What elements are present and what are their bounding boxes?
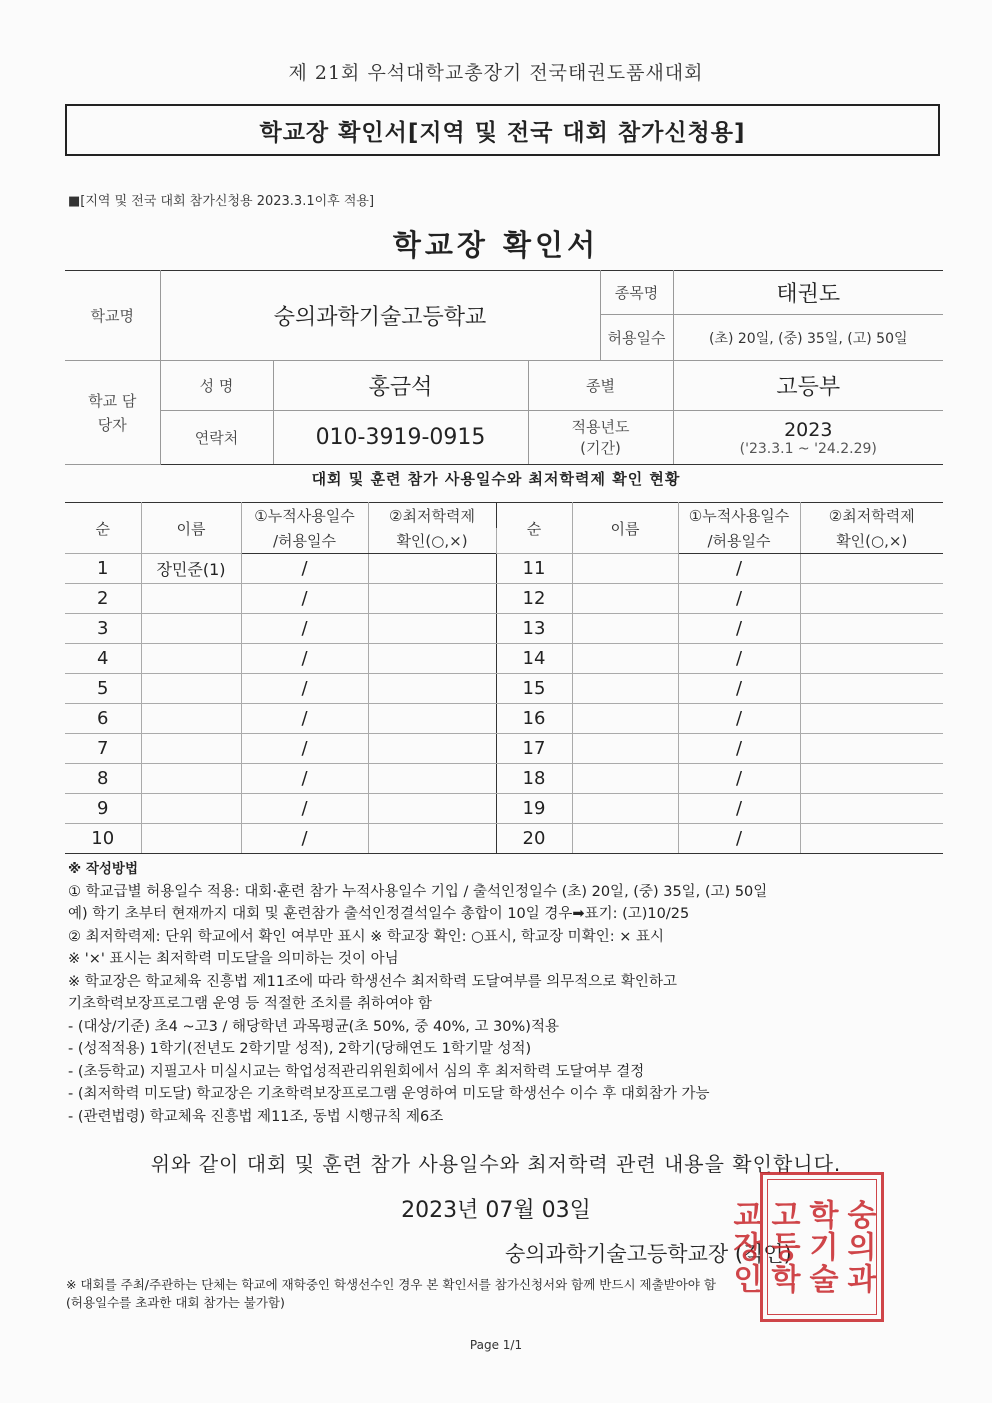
row-days-2: / [678,704,800,734]
table-row [65,794,943,824]
school-label: 학교명 [65,271,160,361]
division-value: 고등부 [673,361,943,411]
event-title: 제 21회 우석대학교총장기 전국태권도품새대회 [288,62,704,84]
table-row [65,764,943,794]
table-row [65,614,943,644]
row-number-2: 13 [496,614,572,644]
note-line: ※ 작성방법 [68,861,138,877]
row-number: 4 [65,644,141,674]
row-number-2: 20 [496,824,572,854]
row-days-2: / [678,584,800,614]
row-days-2: / [678,764,800,794]
row-days: / [241,794,368,824]
row-name [141,764,241,794]
col-no-2: 순 [496,503,572,554]
row-number-2: 19 [496,794,572,824]
col-days-2: ①누적사용일수 [678,503,800,529]
allowed-label: 허용일수 [600,315,673,361]
col-days-sub: /허용일수 [241,528,368,554]
row-name-2 [572,734,678,764]
row-number: 5 [65,674,141,704]
row-days: / [241,824,368,854]
col-days: ①누적사용일수 [241,503,368,529]
row-check-2 [800,764,943,794]
note-line: - (초등학교) 지필고사 미실시교는 학업성적관리위원회에서 심의 후 최저학력 도달여부 결정 [68,1063,645,1080]
row-name [141,704,241,734]
row-days: / [241,734,368,764]
col-days-sub-2: /허용일수 [678,528,800,554]
manager-label: 학교 담당자 [65,361,160,465]
row-days-2: / [678,824,800,854]
row-days: / [241,764,368,794]
row-name-2 [572,704,678,734]
allowed-value: (초) 20일, (중) 35일, (고) 50일 [673,315,943,361]
note-line: - (관련법령) 학교체육 진흥법 제11조, 동법 시행규칙 제6조 [68,1108,444,1125]
row-number-2: 12 [496,584,572,614]
row-days: / [241,554,368,584]
page-number: Page 1/1 [469,1338,523,1352]
row-check [368,614,496,644]
col-check-sub: 확인(○,×) [368,528,496,554]
row-check [368,794,496,824]
row-name-2 [572,764,678,794]
footer-line-2: (허용일수를 초과한 대회 참가는 불가함) [66,1295,285,1310]
school-name: 숭의과학기술고등학교 [160,271,600,361]
note-line: ※ '×' 표시는 최저학력 미도달을 의미하는 것이 아님 [68,951,399,967]
issue-date: 2023년 07월 03일 [401,1198,591,1223]
row-days: / [241,644,368,674]
row-days: / [241,614,368,644]
year-cell [673,411,943,465]
row-check-2 [800,614,943,644]
note-line: - (성적적용) 1학기(전년도 2학기말 성적), 2학기(당해연도 1학기말 성적) [68,1041,532,1057]
table-row [65,554,943,584]
row-name [141,584,241,614]
principal-signature: 숭의과학기술고등학교장 (직인) [505,1242,792,1266]
row-number-2: 11 [496,554,572,584]
row-check-2 [800,644,943,674]
row-name-2 [572,644,678,674]
row-check-2 [800,794,943,824]
row-check-2 [800,704,943,734]
note-line: - (최저학력 미도달) 학교장은 기초학력보장프로그램 운영하여 미도달 학생선수 이수 후 대회참가 가능 [68,1086,710,1102]
row-name-2 [572,554,678,584]
year-label: 적용년도 (기간) [528,411,673,465]
row-name [141,794,241,824]
table-row [65,704,943,734]
note-line: ② 최저학력제: 단위 학교에서 확인 여부만 표시 ※ 학교장 확인: ○표시, 학교장 미확인: × 표시 [68,928,664,945]
table-row [65,824,943,854]
row-check-2 [800,584,943,614]
row-days-2: / [678,674,800,704]
document-title: 학교장 확인서 [392,228,600,262]
official-seal: 숭의과 학기술 고등학 교장인 [760,1172,884,1322]
col-name-2: 이름 [572,503,678,554]
row-check [368,824,496,854]
col-check: ②최저학력제 [368,503,496,529]
year-period: ('23.3.1 ~ '24.2.29) [739,440,877,457]
table-row [65,674,943,704]
row-number: 3 [65,614,141,644]
event-label: 종목명 [600,271,673,315]
footer-note [66,1276,716,1312]
row-days: / [241,704,368,734]
row-check-2 [800,674,943,704]
name-label: 성 명 [160,361,273,411]
row-days-2: / [678,644,800,674]
row-number: 7 [65,734,141,764]
note-line: 예) 학기 초부터 현재까지 대회 및 훈련참가 출석인정결석일수 총합이 10일 경우➡표기: (고)10/25 [68,906,690,922]
row-number-2: 14 [496,644,572,674]
row-days-2: / [678,734,800,764]
row-check [368,734,496,764]
col-name: 이름 [141,503,241,554]
row-check [368,554,496,584]
row-number-2: 16 [496,704,572,734]
col-no: 순 [65,503,141,554]
row-number-2: 17 [496,734,572,764]
row-name [141,644,241,674]
col-check-sub-2: 확인(○,×) [800,528,943,554]
row-days: / [241,584,368,614]
info-table [65,270,943,465]
section-title: 대회 및 훈련 참가 사용일수와 최저학력제 확인 현황 [311,470,681,488]
row-check [368,764,496,794]
row-check [368,704,496,734]
name-value: 홍금석 [273,361,528,411]
row-number: 9 [65,794,141,824]
row-number-2: 18 [496,764,572,794]
row-check-2 [800,824,943,854]
note-line: - (대상/기준) 초4 ~고3 / 해당학년 과목평균(초 50%, 중 40%, 고 30%)적용 [68,1018,559,1035]
row-days: / [241,674,368,704]
confirm-statement: 위와 같이 대회 및 훈련 참가 사용일수와 최저학력 관련 내용을 확인합니다. [150,1152,842,1176]
footer-line-1: ※ 대회를 주최/주관하는 단체는 학교에 재학중인 학생선수인 경우 본 확인서를 참가신청서와 함께 반드시 제출받아야 함 [66,1277,716,1292]
table-row [65,734,943,764]
row-number: 2 [65,584,141,614]
note-line: ※ 학교장은 학교체육 진흥법 제11조에 따라 학생선수 최저학력 도달여부를 의무적으로 확인하고 [68,973,677,990]
participation-table [65,502,943,854]
row-name [141,614,241,644]
row-number: 1 [65,554,141,584]
row-check [368,584,496,614]
row-number: 6 [65,704,141,734]
event-value: 태권도 [673,271,943,315]
row-name-2 [572,674,678,704]
division-label: 종별 [528,361,673,411]
table-row [65,584,943,614]
row-check-2 [800,554,943,584]
year-value: 2023 [784,418,833,441]
contact-label: 연락처 [160,411,273,465]
row-name-2 [572,824,678,854]
row-days-2: / [678,554,800,584]
row-name-2 [572,614,678,644]
apply-note: ■[지역 및 전국 대회 참가신청용 2023.3.1이후 적용] [68,194,375,209]
writing-instructions [68,858,938,1128]
row-number-2: 15 [496,674,572,704]
row-name: 장민준(1) [141,554,241,584]
row-check-2 [800,734,943,764]
table-row [65,644,943,674]
row-number: 8 [65,764,141,794]
row-days-2: / [678,614,800,644]
row-name [141,734,241,764]
note-line: 기초학력보장프로그램 운영 등 적절한 조치를 취하여야 함 [68,996,432,1012]
row-name [141,824,241,854]
contact-value: 010-3919-0915 [273,411,528,465]
row-number: 10 [65,824,141,854]
row-days-2: / [678,794,800,824]
row-name-2 [572,584,678,614]
row-name-2 [572,794,678,824]
row-check [368,674,496,704]
row-name [141,674,241,704]
row-check [368,644,496,674]
form-title-box: 학교장 확인서[지역 및 전국 대회 참가신청용] [65,104,940,156]
col-check-2: ②최저학력제 [800,503,943,529]
note-line: ① 학교급별 허용일수 적용: 대회·훈련 참가 누적사용일수 기입 / 출석인정일수 (초) 20일, (중) 35일, (고) 50일 [68,883,768,900]
